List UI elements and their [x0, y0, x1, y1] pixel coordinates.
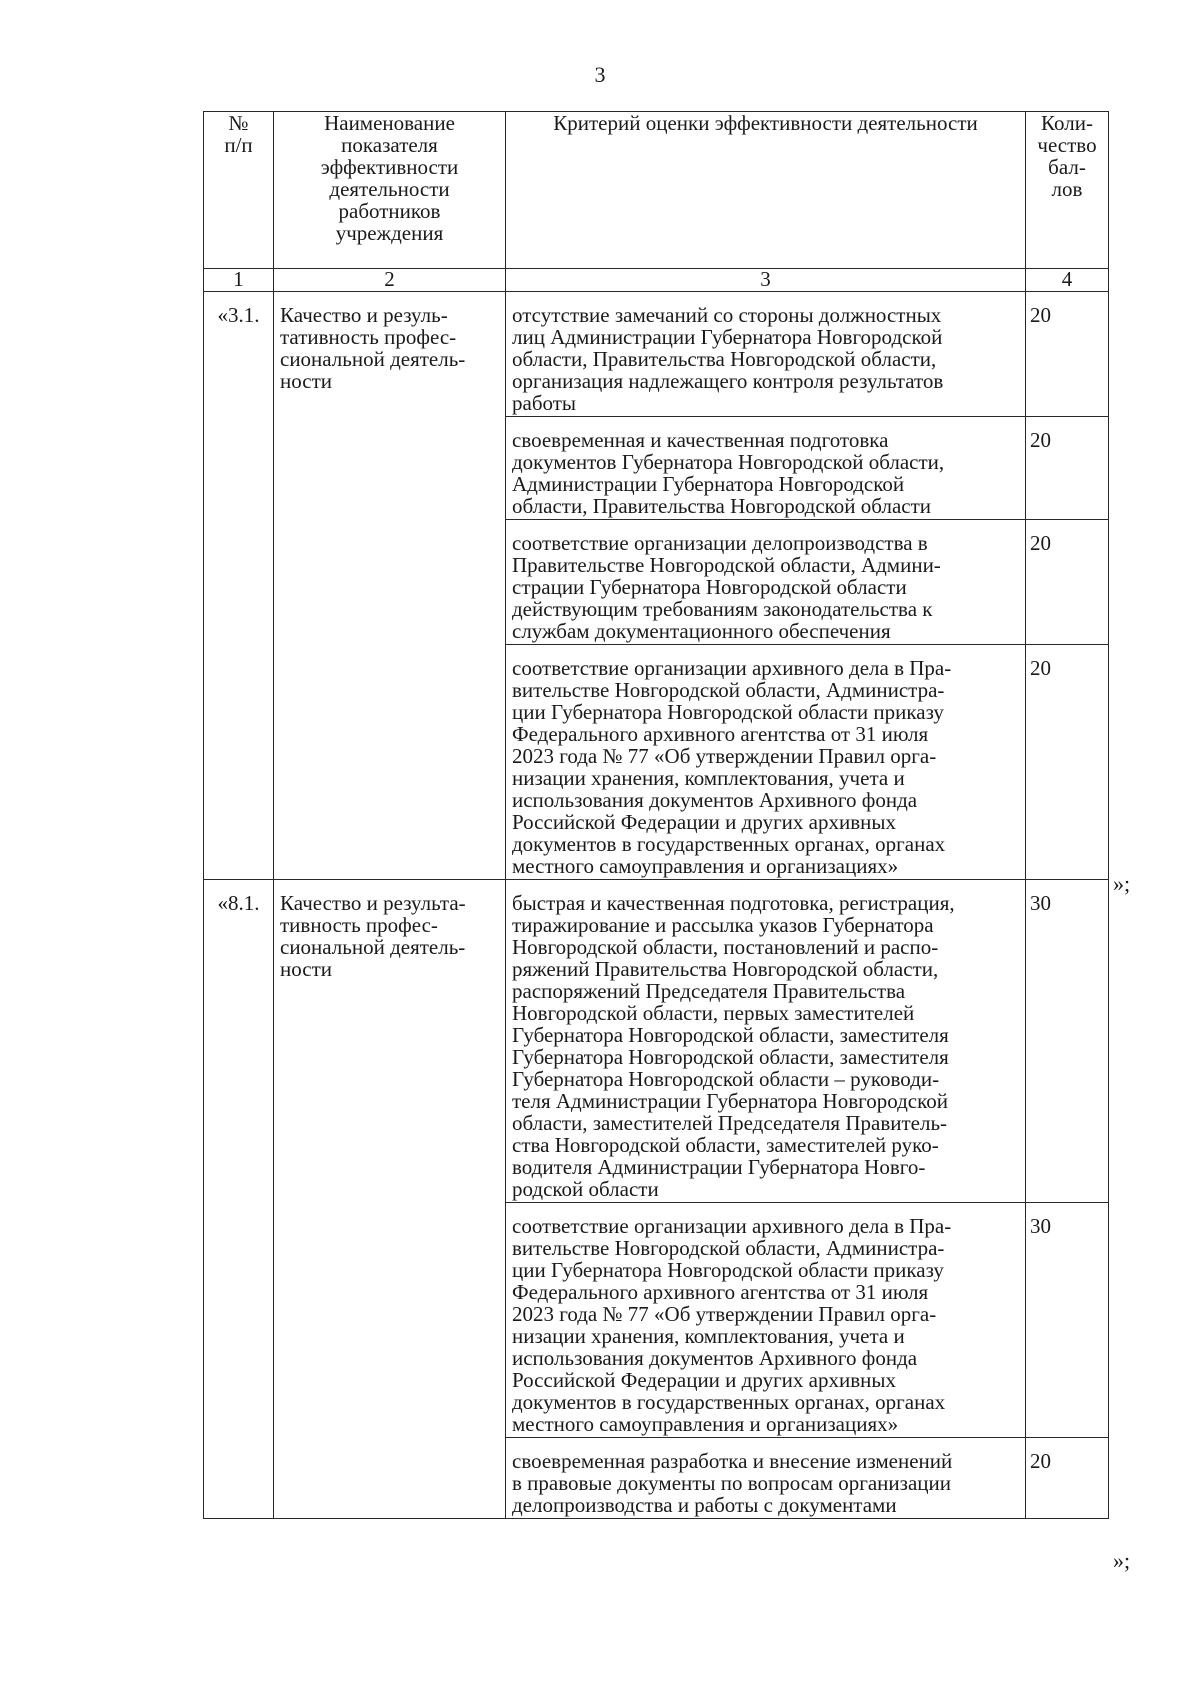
indicator-name: Качество и результа- тивность профес- сиональной деятель- ности	[274, 880, 506, 1519]
column-number: 3	[506, 269, 1026, 292]
closing-quote-mark: »;	[1113, 871, 1131, 896]
points-value: 30	[1026, 1203, 1109, 1438]
criterion-text: своевременная и качественная подготовка документов Губернатора Новгородской области, Администрации Губернатора Новгородской области, Правительства Новгородской области	[506, 417, 1026, 520]
column-number: 4	[1026, 269, 1109, 292]
table-header-row	[204, 112, 1109, 269]
header-criterion: Критерий оценки эффективности деятельности	[506, 112, 1026, 269]
criterion-text: соответствие организации делопроизводства в Правительстве Новгородской области, Админи- страции Губернатора Новгородской области действующим требованиям законодательства к службам документационного обеспечения	[506, 520, 1026, 645]
points-value: 20	[1026, 1438, 1109, 1519]
criterion-text: соответствие организации архивного дела в Пра- вительстве Новгородской области, Администра- ции Губернатора Новгородской области приказу Федерального архивного агентства от 31 июля 2023 года № 77 «Об утверждении Правил орга- низации хранения, комплектования, учета и использования документов Архивного фонда Российской Федерации и других архивных документов в государственных органах, органах местного самоуправления и организациях»	[506, 645, 1026, 880]
table-row	[204, 880, 1109, 1203]
criterion-text: отсутствие замечаний со стороны должностных лиц Администрации Губернатора Новгородской области, Правительства Новгородской области, организация надлежащего контроля результатов работы	[506, 292, 1026, 417]
criterion-text: быстрая и качественная подготовка, регистрация, тиражирование и рассылка указов Губернатора Новгородской области, постановлений и распо- ряжений Правительства Новгородской области, распоряжений Председателя Правительства Новгородской области, первых заместителей Губернатора Новгородской области, заместителя Губернатора Новгородской области, заместителя Губернатора Новгородской области – руководи- теля Администрации Губернатора Новгородской области, заместителей Председателя Правитель- ства Новгородской области, заместителей руко- водителя Администрации Губернатора Новго- родской области	[506, 880, 1026, 1203]
criterion-text: своевременная разработка и внесение изменений в правовые документы по вопросам организации делопроизводства и работы с документами	[506, 1438, 1026, 1519]
points-value: 20	[1026, 520, 1109, 645]
column-number-row	[204, 269, 1109, 292]
page-number: 3	[594, 62, 606, 87]
points-value: 30	[1026, 880, 1109, 1203]
header-indicator-name: Наименование показателя эффективности деятельности работников учреждения	[274, 112, 506, 269]
column-number: 1	[204, 269, 274, 292]
indicator-name: Качество и резуль- тативность профес- сиональной деятель- ности	[274, 292, 506, 880]
header-points: Коли- чество бал- лов	[1026, 112, 1109, 269]
table-row	[204, 292, 1109, 417]
points-value: 20	[1026, 417, 1109, 520]
column-number: 2	[274, 269, 506, 292]
header-index: № п/п	[204, 112, 274, 269]
criterion-text: соответствие организации архивного дела в Пра- вительстве Новгородской области, Администра- ции Губернатора Новгородской области приказу Федерального архивного агентства от 31 июля 2023 года № 77 «Об утверждении Правил орга- низации хранения, комплектования, учета и использования документов Архивного фонда Российской Федерации и других архивных документов в государственных органах, органах местного самоуправления и организациях»	[506, 1203, 1026, 1438]
points-value: 20	[1026, 645, 1109, 880]
points-value: 20	[1026, 292, 1109, 417]
closing-quote-mark: »;	[1113, 1548, 1131, 1573]
criteria-table	[203, 111, 1109, 1519]
row-index: «8.1.	[204, 880, 274, 1519]
row-index: «3.1.	[204, 292, 274, 880]
